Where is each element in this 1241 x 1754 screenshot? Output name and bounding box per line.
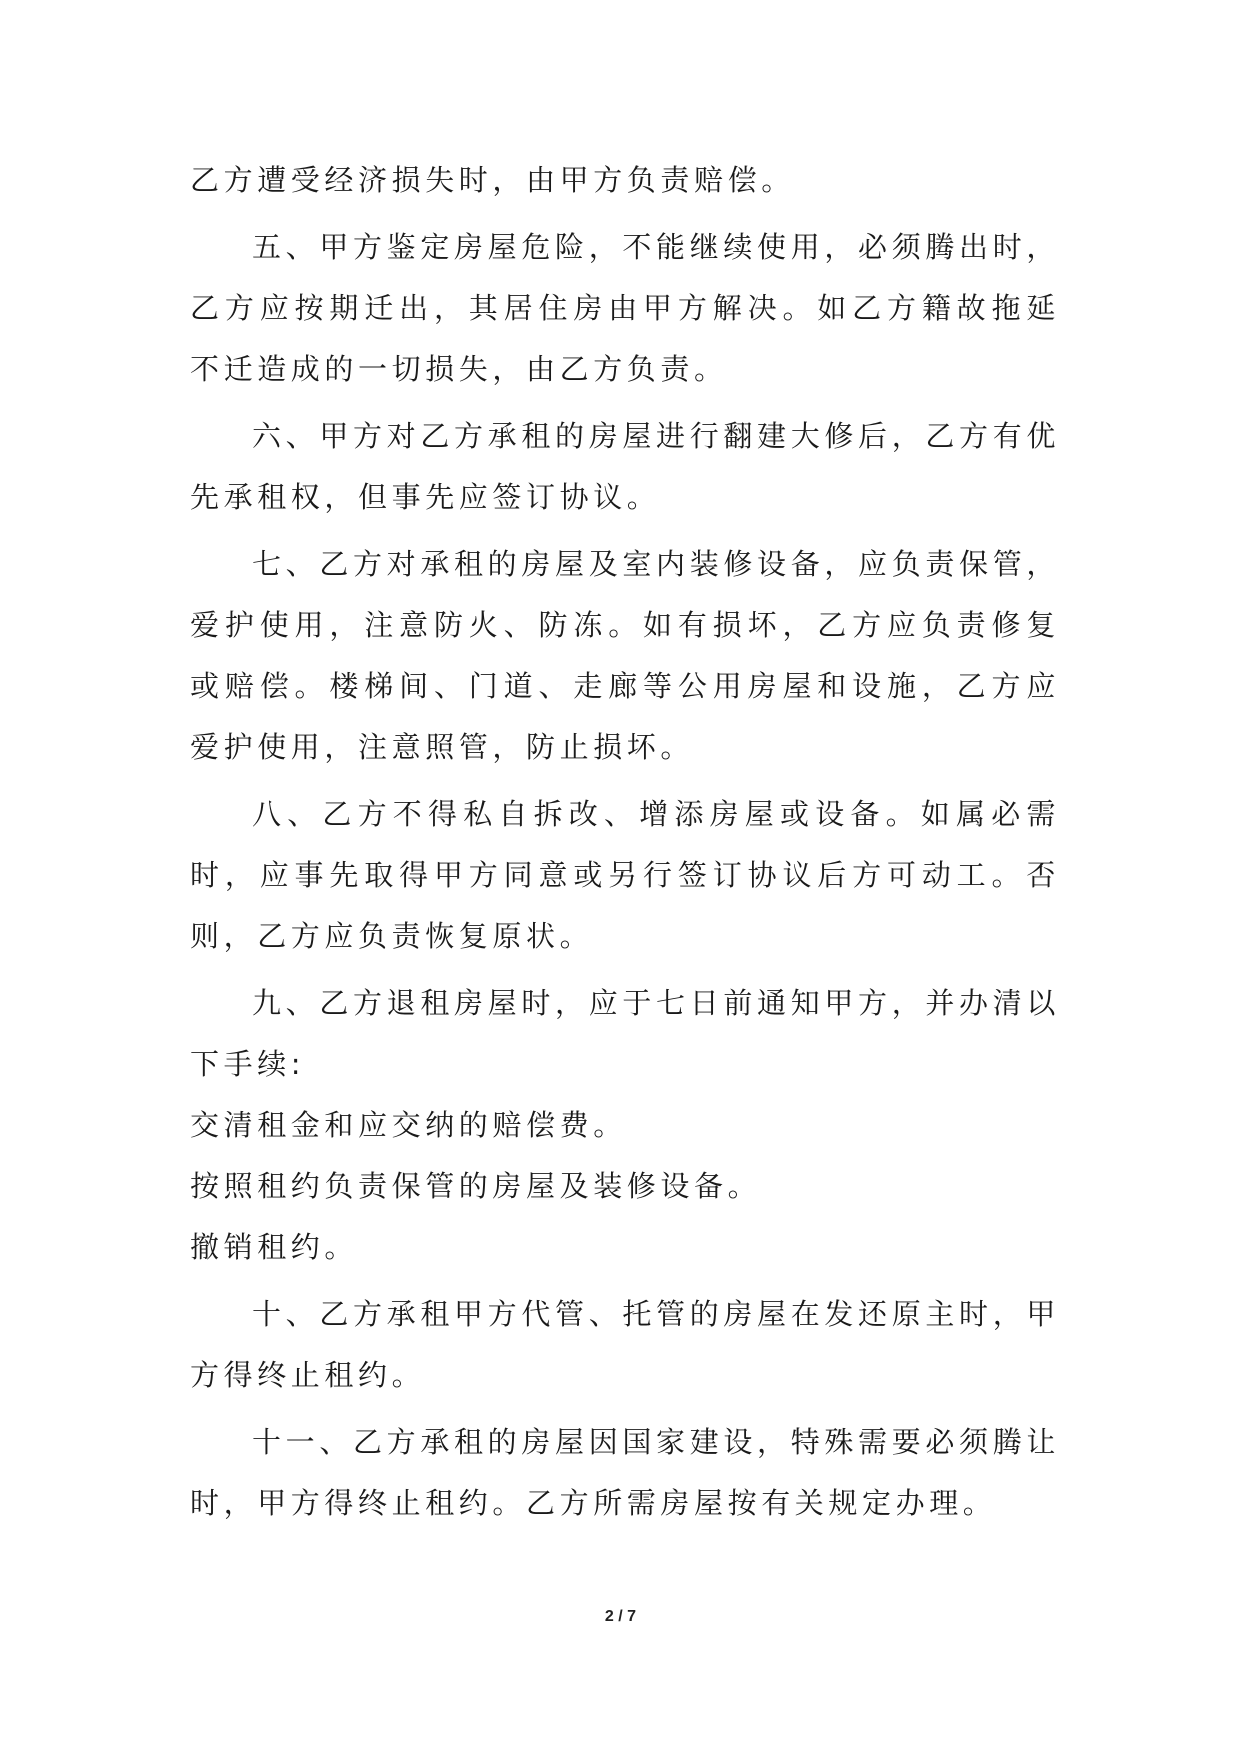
paragraph-1: 乙方遭受经济损失时，由甲方负责赔偿。 <box>190 163 795 197</box>
paragraph-article-5: 五、甲方鉴定房屋危险，不能继续使用，必须腾出时，乙方应按期迁出，其居住房由甲方解决。如乙方籍故拖延不迁造成的一切损失，由乙方负责。 <box>190 230 1060 386</box>
list-item-settle-rent: 交清租金和应交纳的赔偿费。 <box>190 1108 627 1142</box>
list-item-return-property: 按照租约负责保管的房屋及装修设备。 <box>190 1169 762 1203</box>
paragraph-article-6: 六、甲方对乙方承租的房屋进行翻建大修后，乙方有优先承租权，但事先应签订协议。 <box>190 419 1060 514</box>
paragraph-article-11: 十一、乙方承租的房屋因国家建设，特殊需要必须腾让时，甲方得终止租约。乙方所需房屋按有关规定办理。 <box>190 1425 1060 1520</box>
paragraph-article-8: 八、乙方不得私自拆改、增添房屋或设备。如属必需时，应事先取得甲方同意或另行签订协议后方可动工。否则，乙方应负责恢复原状。 <box>190 797 1060 953</box>
page-number: 2 / 7 <box>604 1608 637 1625</box>
paragraph-article-9: 九、乙方退租房屋时，应于七日前通知甲方，并办清以下手续: <box>190 986 1060 1081</box>
document-body <box>190 150 1060 1540</box>
list-item-cancel-lease: 撤销租约。 <box>190 1230 359 1264</box>
paragraph-article-10: 十、乙方承租甲方代管、托管的房屋在发还原主时，甲方得终止租约。 <box>190 1297 1060 1392</box>
paragraph-article-7: 七、乙方对承租的房屋及室内装修设备，应负责保管，爱护使用，注意防火、防冻。如有损坏，乙方应负责修复或赔偿。楼梯间、门道、走廊等公用房屋和设施，乙方应爱护使用，注意照管，防止损坏。 <box>190 547 1060 764</box>
